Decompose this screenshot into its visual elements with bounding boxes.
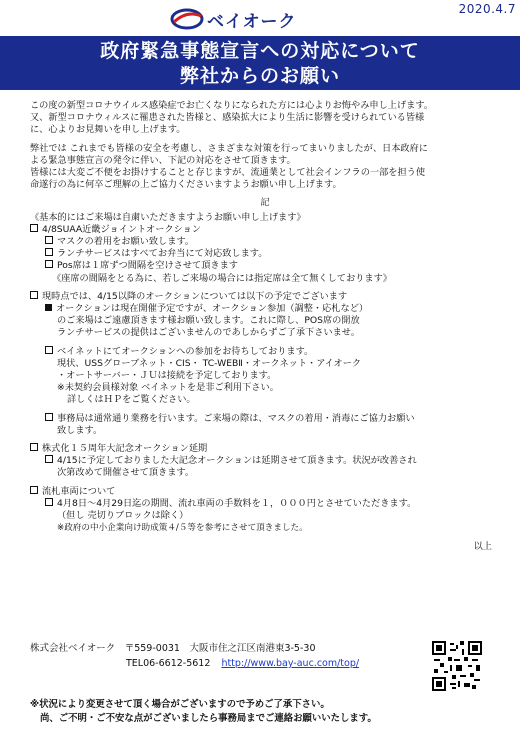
closing-notes bbox=[30, 698, 377, 726]
section1-item-text: Pos席は１席ずつ間隔を空けさせて頂きます bbox=[57, 260, 238, 272]
policy-line: 皆様には大変ご不便をお掛けすることと存じますが、流通業として社会インフラの一部を担う使 bbox=[30, 167, 426, 179]
section2-item3-text: 事務局は通常通り業務を行います。ご来場の際は、マスクの着用・消毒にご協力お願い bbox=[57, 412, 415, 424]
qr-code-icon[interactable] bbox=[432, 641, 482, 691]
section4-title-text: 流札車両について bbox=[42, 485, 116, 497]
checkbox-icon bbox=[30, 486, 38, 494]
section1-note: 《座席の間隔をとる為に、若しご来場の場合には指定席は全て無くしております》 bbox=[52, 272, 392, 284]
checkbox-icon bbox=[45, 413, 53, 421]
ki-heading: 記 bbox=[260, 197, 270, 209]
section1-item bbox=[45, 236, 500, 248]
company-footer bbox=[30, 641, 359, 671]
document-date: 2020.4.7 bbox=[458, 2, 516, 16]
section2-item1-text: オークションは現在開催予定ですが、オークション参加（調整・応札など） bbox=[56, 303, 369, 315]
checkbox-icon bbox=[45, 260, 53, 268]
company-tel: TEL06-6612-5612 bbox=[126, 658, 211, 669]
website-link[interactable]: http://www.bay-auc.com/top/ bbox=[221, 658, 360, 669]
section2-item3-line: 致します。 bbox=[57, 424, 103, 436]
intro-line: 又、新型コロナウィルスに罹患された皆様と、感染拡大により生活に影響を受けられている皆様 bbox=[30, 112, 425, 124]
intro-paragraph bbox=[30, 100, 500, 137]
contact-notice: 尚、ご不明・ご不安な点がございましたら事務局までご連絡お願いいたします。 bbox=[40, 713, 377, 724]
section3-item bbox=[45, 455, 500, 467]
intro-line: この度の新型コロナウイルス感染症でお亡くなりになられた方には心よりお悔やみ申し上げます。 bbox=[30, 100, 433, 111]
checkbox-icon bbox=[45, 236, 53, 244]
section3-item-text: 4/15に予定しておりました大記念オークションは延期させて頂きます。状況が改善され bbox=[57, 455, 417, 467]
policy-paragraph bbox=[30, 143, 500, 192]
closing-ijo: 以上 bbox=[473, 540, 492, 552]
logo-swoosh-icon bbox=[170, 8, 204, 30]
section4-item-text: 4月8日～4月29日迄の期間、流れ車両の手数料を１，０００円とさせていただきます。 bbox=[57, 497, 417, 509]
section2-item2-line: ・オートサーバー・ＪＵは接続を予定しております。 bbox=[57, 370, 277, 382]
banner-title: 政府緊急事態宣言への対応について bbox=[100, 40, 420, 62]
section1-item bbox=[45, 248, 500, 260]
section3-title-text: 株式化１５周年大記念オークション延期 bbox=[42, 443, 208, 455]
change-notice: ※状況により変更させて頂く場合がございますので予めご了承下さい。 bbox=[30, 699, 330, 710]
section1-item-text: ランチサービスはすべてお弁当にて対応致します。 bbox=[57, 248, 268, 260]
section1-item bbox=[45, 260, 500, 272]
section1-item-text: マスクの着用をお願い致します。 bbox=[57, 236, 195, 248]
title-banner bbox=[0, 36, 520, 90]
section4-note: ※政府の中小企業向け助成策４/５等を参考にさせて頂きました。 bbox=[57, 523, 308, 534]
banner-subtitle: 弊社からのお願い bbox=[179, 65, 340, 87]
section2-item1-line: のご来場はご遠慮頂きます様お願い致します。これに際し、POS席の開放 bbox=[57, 315, 360, 327]
policy-line: よる緊急事態宣言の発令に伴い、下記の対応をさせて頂きます。 bbox=[30, 154, 296, 166]
checkbox-icon bbox=[45, 455, 53, 463]
section2-title bbox=[30, 291, 500, 303]
checkbox-icon bbox=[45, 498, 53, 506]
section2-title-text: 現時点では、4/15以降のオークションについては以下の予定でございます bbox=[42, 290, 348, 302]
checkbox-icon bbox=[30, 224, 38, 232]
section4-item bbox=[45, 498, 500, 510]
policy-line: 弊社では これまでも皆様の安全を考慮し、さまざまな対策を行ってまいりましたが、日本政府に bbox=[30, 142, 428, 154]
company-address: 株式会社ベイオーク 〒559-0031 大阪市住之江区南港東3-5-30 bbox=[30, 643, 316, 654]
section3-item-line: 次第改めて開催させて頂きます。 bbox=[57, 467, 195, 479]
section2-item3 bbox=[45, 413, 500, 425]
section2-item1 bbox=[45, 303, 500, 315]
section4-title bbox=[30, 486, 500, 498]
section2-item2 bbox=[45, 346, 500, 358]
contact-line bbox=[126, 656, 359, 671]
checkbox-icon bbox=[30, 443, 38, 451]
checkbox-icon bbox=[30, 291, 38, 299]
section1-title-text: 4/8SUAA近畿ジョイントオークション bbox=[42, 223, 201, 235]
notice-body bbox=[30, 100, 500, 553]
section2-item2-line: 詳しくはＨＰをご覧ください。 bbox=[67, 394, 196, 406]
policy-line: 命遂行の為に何卒ご理解の上ご協力くださいますようお願い申し上げます。 bbox=[30, 179, 342, 191]
company-logo bbox=[170, 6, 320, 32]
section2-item2-line: 現状、USSグローブネット・CIS・ TC-WEBⅡ・オークネット・アイオーク bbox=[57, 357, 362, 369]
filled-checkbox-icon bbox=[45, 304, 52, 311]
section2-item2-line: ※未契約会員様対象 ベイネットを是非ご利用下さい。 bbox=[57, 382, 279, 394]
section4-item-line: （但し 売切りブロックは除く） bbox=[57, 510, 189, 522]
checkbox-icon bbox=[45, 346, 53, 354]
section2-item2-text: ベイネットにてオークションへの参加をお待ちしております。 bbox=[57, 345, 314, 357]
basic-request: 《基本的にはご来場は自粛いただきますようお願い申し上げます》 bbox=[30, 211, 306, 223]
checkbox-icon bbox=[45, 248, 53, 256]
section1-title bbox=[30, 224, 500, 236]
logo-text: ベイオーク bbox=[207, 11, 297, 32]
section3-title bbox=[30, 443, 500, 455]
section2-item1-line: ランチサービスの提供はございませんのであしからずご了承下さいませ。 bbox=[57, 327, 360, 339]
intro-line: に、心よりお見舞いを申し上げます。 bbox=[30, 124, 186, 136]
